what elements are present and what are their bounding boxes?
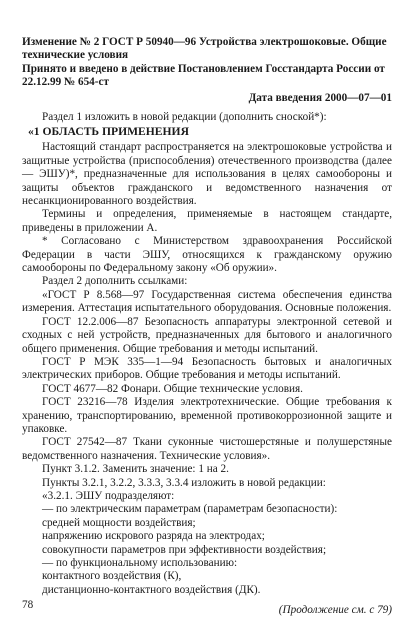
paragraph: Раздел 1 изложить в новой редакции (дополнить сноской*):: [42, 111, 327, 123]
reference-item: ГОСТ 12.2.006—87 Безопасность аппаратуры электронной сетевой и сходных с ней устройств, предназначенных для бытового и аналогичного общего применения. Общие требования и методы испытаний.: [22, 315, 392, 355]
list-item: контактного воздействия (К),: [42, 570, 182, 583]
effective-date: Дата введения 2000—07—01: [248, 92, 392, 104]
paragraph: Термины и определения, применяемые в настоящем стандарте, приведены в приложении А.: [22, 208, 392, 234]
paragraph: Пункты 3.2.1, 3.2.2, 3.3.3, 3.3.4 изложить в новой редакции:: [42, 476, 326, 489]
footnote: * Согласовано с Министерством здравоохранения Российской Федерации в части ЭШУ, относящихся к гражданскому оружию самообороны по Федеральному закону «Об оружии».: [22, 235, 392, 275]
classification-list: [22, 503, 392, 597]
adoption-note: Принято и введено в действие Постановлением Госстандарта России от 22.12.99 № 654-ст: [22, 63, 385, 88]
section-heading: «1 ОБЛАСТЬ ПРИМЕНЕНИЯ: [28, 125, 189, 139]
paragraph: «3.2.1. ЭШУ подразделяют:: [42, 489, 175, 502]
list-item: напряжению искрового разряда на электродах;: [42, 530, 265, 543]
reference-item: ГОСТ Р МЭК 335—1—94 Безопасность бытовых и аналогичных электрических приборов. Общие требования и методы испытаний.: [22, 355, 392, 382]
reference-item: ГОСТ 4677—82 Фонари. Общие технические условия.: [42, 382, 303, 395]
paragraph: Раздел 2 дополнить ссылками:: [42, 275, 188, 288]
list-item: средней мощности воздействия;: [42, 516, 196, 529]
reference-item: ГОСТ 27542—87 Ткани суконные чистошерстяные и полушерстяные ведомственного назначения. Технические условия».: [22, 436, 392, 462]
paragraph: Настоящий стандарт распространяется на электрошоковые устройства и защитные устройства (приспособления) отечественного производства (далее — ЭШУ)*, предназначенные для использования в целях самообороны и защиты объектов гражданского и ведомственного назначения от несанкционированного воздействия.: [22, 141, 392, 208]
reference-item: «ГОСТ Р 8.568—97 Государственная система обеспечения единства измерения. Аттестация испытательного оборудования. Основные положения.: [22, 288, 392, 315]
paragraph: Пункт 3.1.2. Заменить значение: 1 на 2.: [42, 463, 229, 476]
list-item: дистанционно-контактного воздействия (ДК).: [42, 583, 261, 596]
list-item: — по электрическим параметрам (параметрам безопасности):: [42, 503, 338, 516]
list-item: — по функциональному использованию:: [42, 557, 238, 569]
reference-item: ГОСТ 23216—78 Изделия электротехнические. Общие требования к хранению, транспортированию, временной противокоррозионной защите и упаковке.: [22, 396, 392, 435]
amendment-title: Изменение № 2 ГОСТ Р 50940—96 Устройства электрошоковые. Общие технические условия: [22, 36, 387, 61]
document-page: [22, 36, 392, 617]
continuation-note: (Продолжение см. с 79): [278, 604, 392, 617]
page-number: 78: [22, 599, 34, 611]
list-item: совокупности параметров при эффективности воздействия;: [42, 543, 327, 556]
